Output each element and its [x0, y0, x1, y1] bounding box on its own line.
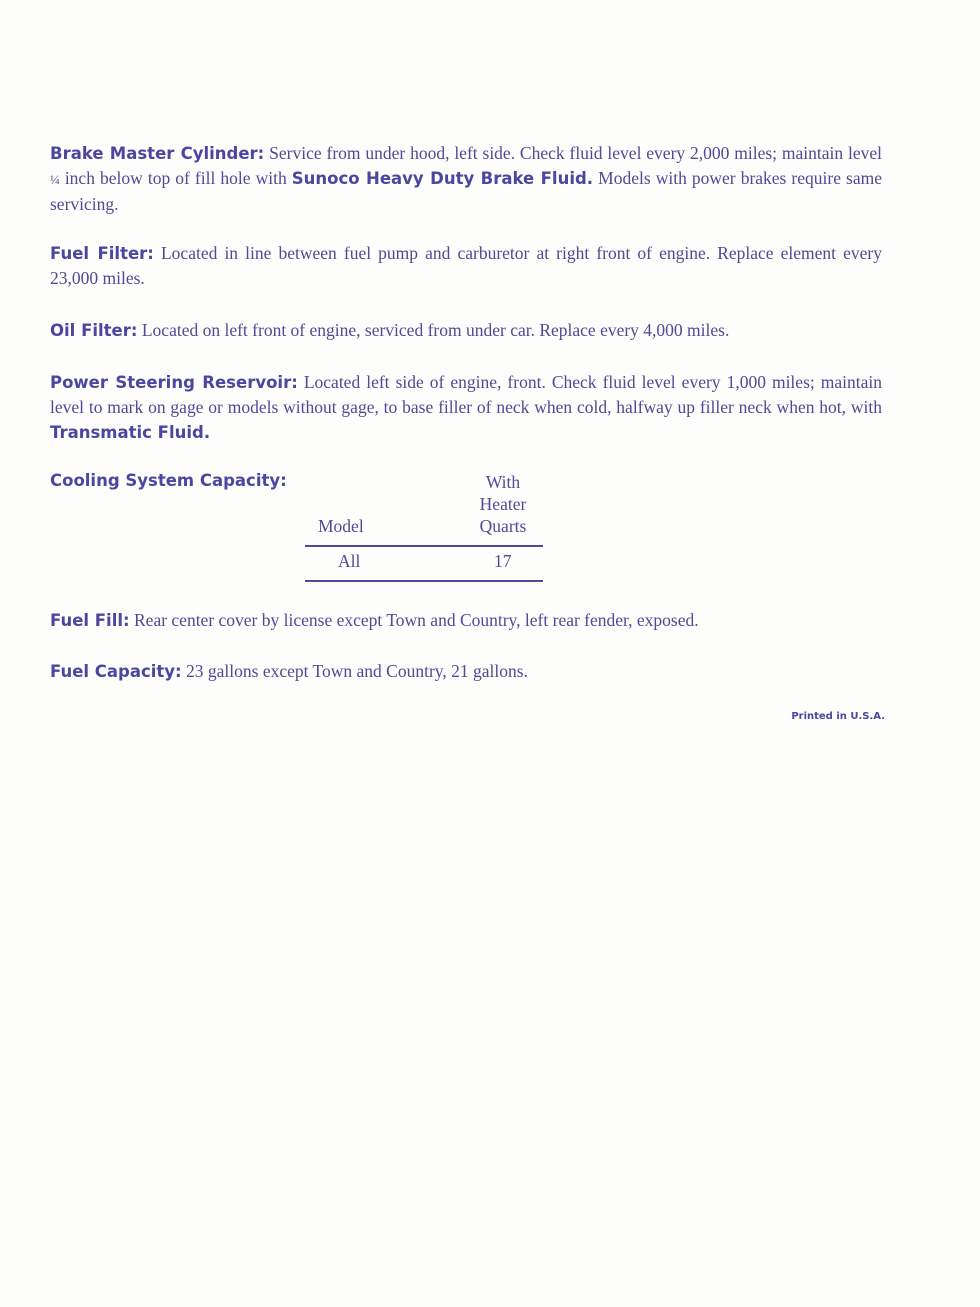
- header-model: Model: [318, 516, 364, 536]
- oil-filter-text: Located on left front of engine, serviced from under car. Replace every 4,000 miles.: [137, 320, 730, 340]
- fuel-fill-text: Rear center cover by license except Town and Country, left rear fender, exposed.: [129, 610, 699, 630]
- cell-quarts-17: 17: [494, 551, 512, 571]
- fuel-filter-paragraph: [50, 241, 882, 291]
- fuel-fill-label: Fuel Fill:: [50, 611, 130, 630]
- cell-model-all: All: [338, 551, 361, 571]
- transmatic-fluid-name: Transmatic Fluid.: [50, 423, 211, 442]
- header-quarts: Quarts: [479, 516, 527, 536]
- brake-fraction: ¼: [50, 172, 60, 187]
- printed-in-usa: Printed in U.S.A.: [791, 711, 885, 722]
- brake-text-3: Models with power brakes require same servicing.: [50, 168, 883, 214]
- brake-fluid-name: Sunoco Heavy Duty Brake Fluid.: [291, 169, 594, 188]
- header-heater: Heater: [479, 494, 527, 514]
- brake-text-2: inch below top of fill hole with: [59, 168, 292, 188]
- brake-master-cylinder-paragraph: [50, 141, 882, 217]
- fuel-capacity-text: 23 gallons except Town and Country, 21 gallons.: [181, 661, 528, 681]
- fuel-filter-text: Located in line between fuel pump and carburetor at right front of engine. Replace element every 23,000 miles.: [50, 243, 882, 288]
- table-bottom-rule: [305, 580, 543, 582]
- oil-filter-label: Oil Filter:: [50, 321, 138, 340]
- power-steering-label: Power Steering Reservoir:: [50, 373, 298, 392]
- table-top-rule: [305, 545, 543, 547]
- brake-label: Brake Master Cylinder:: [50, 144, 265, 163]
- brake-text-1: Service from under hood, left side. Check fluid level every 2,000 miles; maintain level: [264, 143, 883, 163]
- table-header-with-heater-quarts: [455, 471, 551, 537]
- fuel-capacity-label: Fuel Capacity:: [50, 662, 182, 681]
- header-with: With: [485, 472, 521, 492]
- fuel-capacity-paragraph: [50, 659, 882, 684]
- power-steering-text: Located left side of engine, front. Check fluid level every 1,000 miles; maintain level to mark on gage or models without gage, to base filler of neck when cold, halfway up filler neck when hot, with: [50, 372, 882, 417]
- cooling-system-label: Cooling System Capacity:: [50, 471, 287, 490]
- fuel-fill-paragraph: [50, 608, 882, 633]
- oil-filter-paragraph: [50, 318, 882, 343]
- fuel-filter-label: Fuel Filter:: [50, 244, 154, 263]
- power-steering-paragraph: [50, 370, 882, 445]
